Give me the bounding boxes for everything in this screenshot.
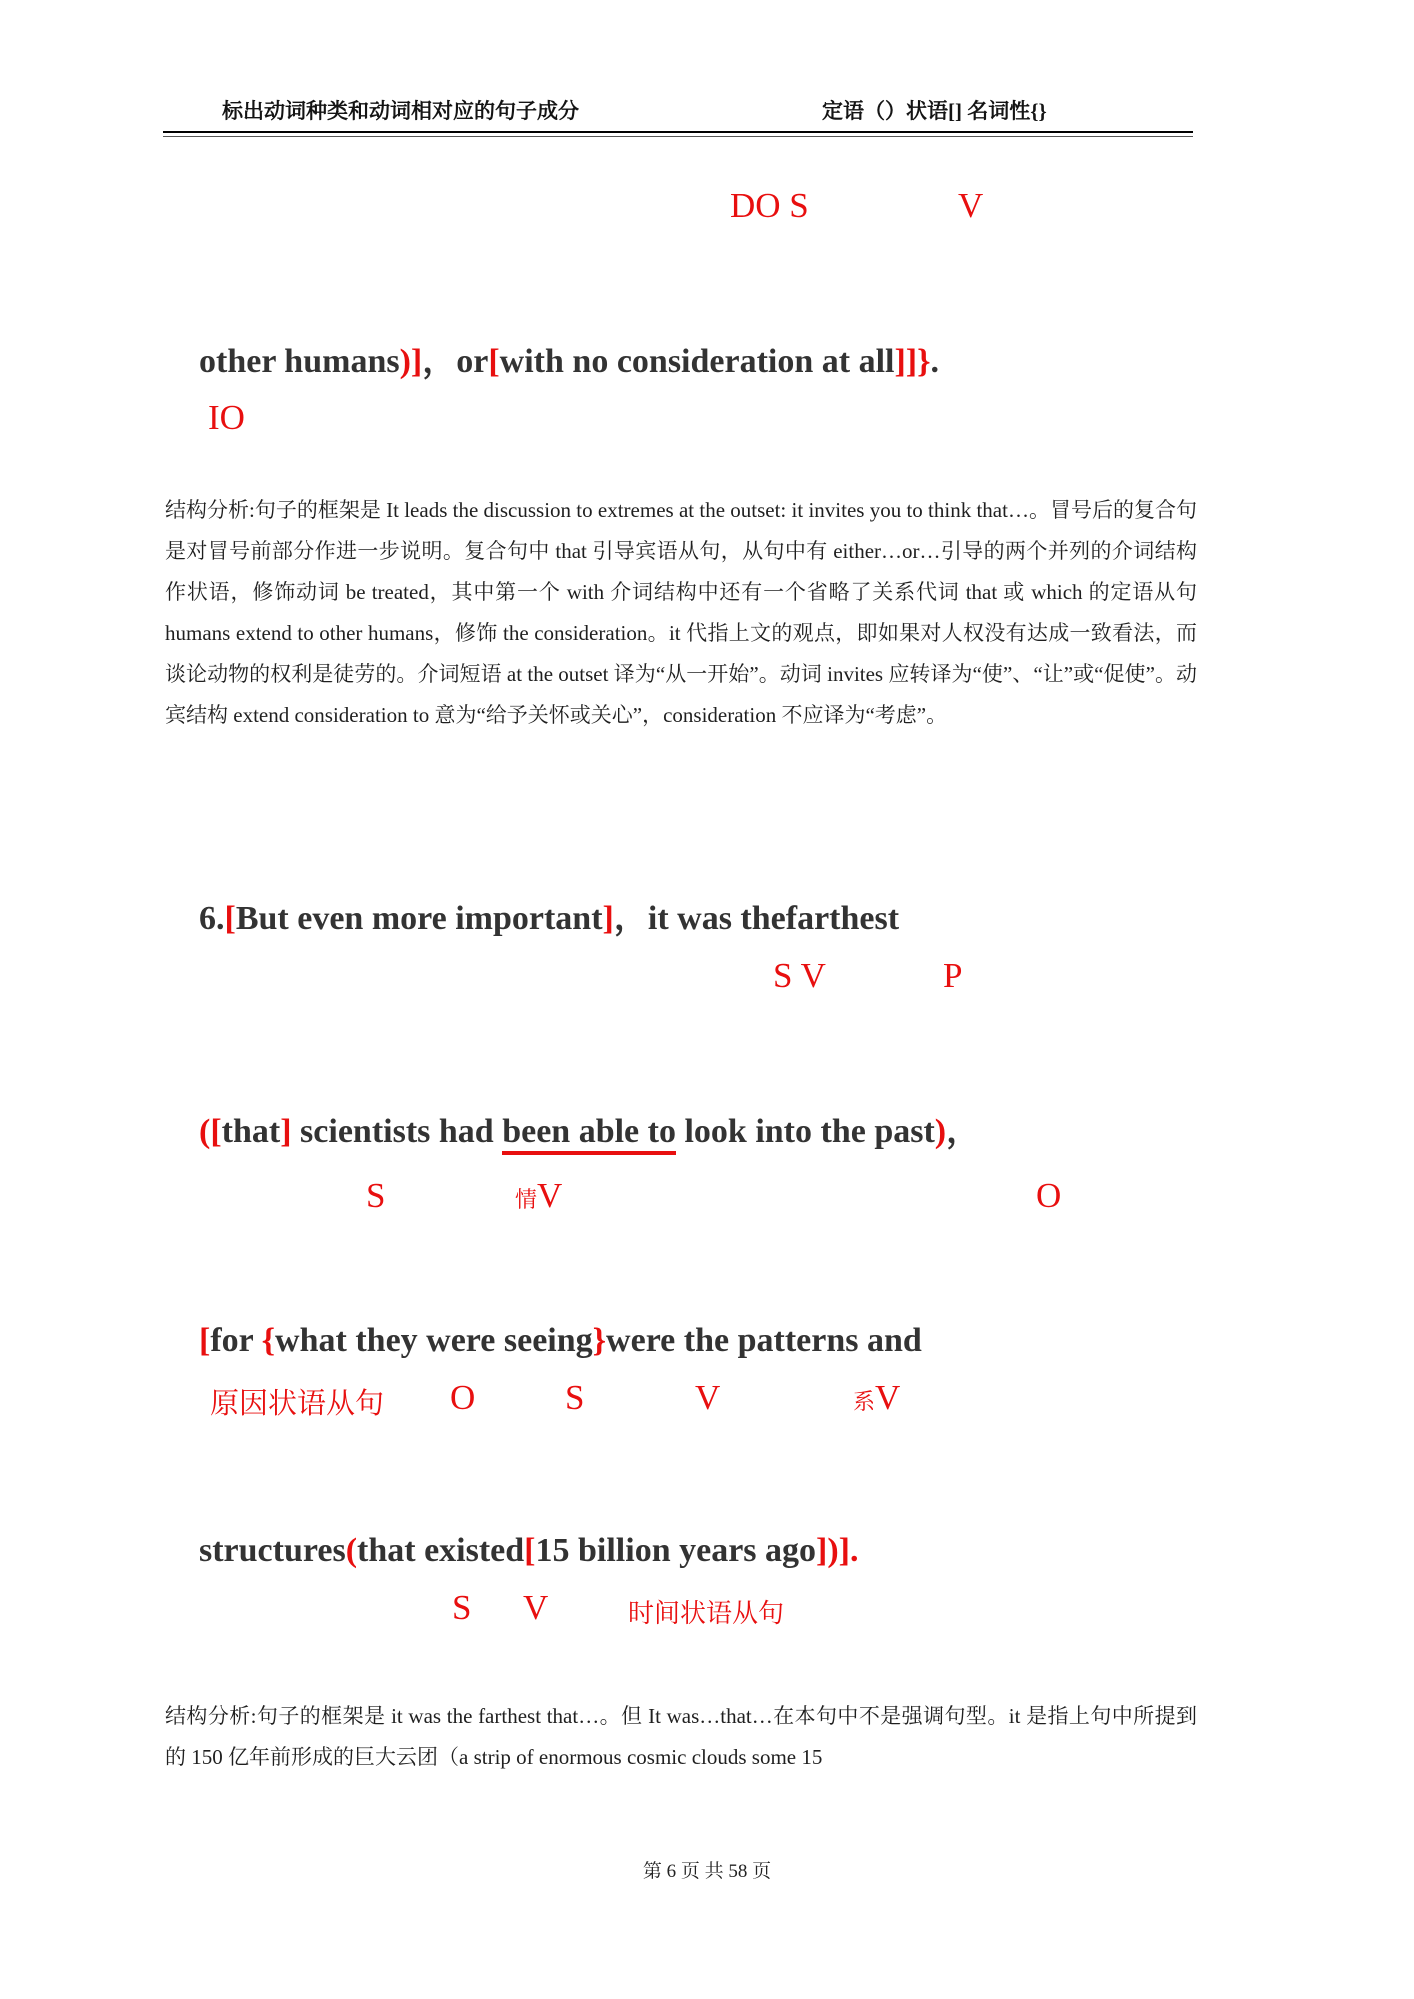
annotation-o: O (1036, 1176, 1062, 1215)
sentence-text: with no consideration at all (499, 343, 895, 380)
annotation-s: S (565, 1378, 585, 1417)
annotation-v: V (537, 1176, 563, 1215)
annotation-do-s: DO S (730, 186, 809, 225)
bracket-red: [ (199, 1322, 211, 1359)
annotation-qing: 情 (515, 1187, 538, 1212)
annotation-reason-clause: 原因状语从句 (210, 1388, 385, 1420)
sentence-text: it was thefarthest (647, 900, 900, 937)
sentence-text: other humans (199, 343, 400, 380)
underlined-phrase: been able to (502, 1113, 676, 1155)
header-legend: 定语（）状语[] 名词性{} (822, 99, 1047, 123)
annotation-v: V (695, 1378, 721, 1417)
sentence-text: or (456, 343, 489, 380)
sentence-text: were the patterns and (606, 1322, 922, 1359)
bracket-red: ) (934, 1113, 947, 1150)
sentence-fragment-1 (165, 293, 939, 431)
sentence-text: scientists had (291, 1113, 503, 1150)
sentence-text: ， (422, 343, 457, 380)
annotation-qing-v (515, 1176, 562, 1220)
bracket-red: ])] (816, 1532, 850, 1569)
analysis-paragraph-1: 结构分析:句子的框架是 It leads the discussion to extremes at the outset: it invites you to think that…。冒号后的复合句是对冒号前部分作进一步说明。复合句中 that 引导宾语从句，从句中有 either…or…引导的两个并列的介词结构作状语，修饰动词 be treated，其中第一个 with 介词结构中还有一个省略了关系代词 that 或 which 的定语从句 humans extend to other humans，修饰 the consideration。it 代指上文的观点，即如果对人权没有达成一致看法，而谈论动物的权利是徒劳的。介词短语 at the outset 译为“从一开始”。动词 invites 应转译为“使”、“让”或“促使”。动宾结构 extend consideration to 意为“给予关怀或关心”，consideration 不应译为“考虑”。 (165, 498, 1197, 727)
bracket-red: ( (345, 1532, 358, 1569)
annotation-s: S (452, 1588, 472, 1627)
bracket-red: [ (210, 1113, 222, 1150)
annotation-time-clause: 时间状语从句 (628, 1599, 785, 1628)
sentence-text: for (210, 1322, 262, 1359)
bracket-red: ] (280, 1113, 292, 1150)
sentence-text: structures (199, 1532, 346, 1569)
analysis-paragraph-2: 结构分析:句子的框架是 it was the farthest that…。但 It was…that…在本句中不是强调句型。it 是指上句中所提到的 150 亿年前形成的巨大云团（a strip of enormous cosmic clouds some 15 (165, 1704, 1197, 1769)
sentence-text: But even more important (235, 900, 603, 937)
bracket-red: [ (488, 343, 500, 380)
page-number: 第 6 页 共 58 页 (642, 1861, 772, 1882)
sentence-text: ， (613, 900, 648, 937)
sentence-text: that (221, 1113, 281, 1150)
bracket-red: ] (602, 900, 614, 937)
annotation-p: P (943, 956, 963, 995)
sentence-text: that existed (357, 1532, 525, 1569)
sentence-text: look into the past (675, 1113, 935, 1150)
annotation-v: V (958, 186, 984, 225)
bracket-red: )] (399, 343, 423, 380)
bracket-red: [ (224, 900, 236, 937)
annotation-s: S (366, 1176, 386, 1215)
annotation-io: IO (208, 398, 245, 437)
bracket-red: { (261, 1322, 276, 1359)
header-title: 标出动词种类和动词相对应的句子成分 (222, 99, 579, 123)
sentence-fragment-3 (165, 1063, 980, 1201)
annotation-v: V (523, 1588, 549, 1627)
bracket-red: } (592, 1322, 607, 1359)
sentence-text: what they were seeing (275, 1322, 593, 1359)
bracket-red: ( (199, 1113, 211, 1150)
annotation-xi-v (853, 1378, 900, 1422)
annotation-o: O (450, 1378, 476, 1417)
period-red: . (850, 1532, 859, 1569)
sentence-text: 6. (199, 900, 225, 937)
sentence-text: ， (946, 1113, 981, 1150)
bracket-red: ]]} (894, 343, 931, 380)
annotation-v: V (875, 1378, 901, 1417)
annotation-s-v: S V (773, 956, 826, 995)
header-rule (163, 131, 1193, 133)
bracket-red: [ (524, 1532, 536, 1569)
annotation-xi: 系 (853, 1389, 876, 1414)
sentence-text: . (930, 343, 940, 380)
sentence-text: 15 billion years ago (535, 1532, 817, 1569)
header-rule-thin (163, 136, 1193, 137)
